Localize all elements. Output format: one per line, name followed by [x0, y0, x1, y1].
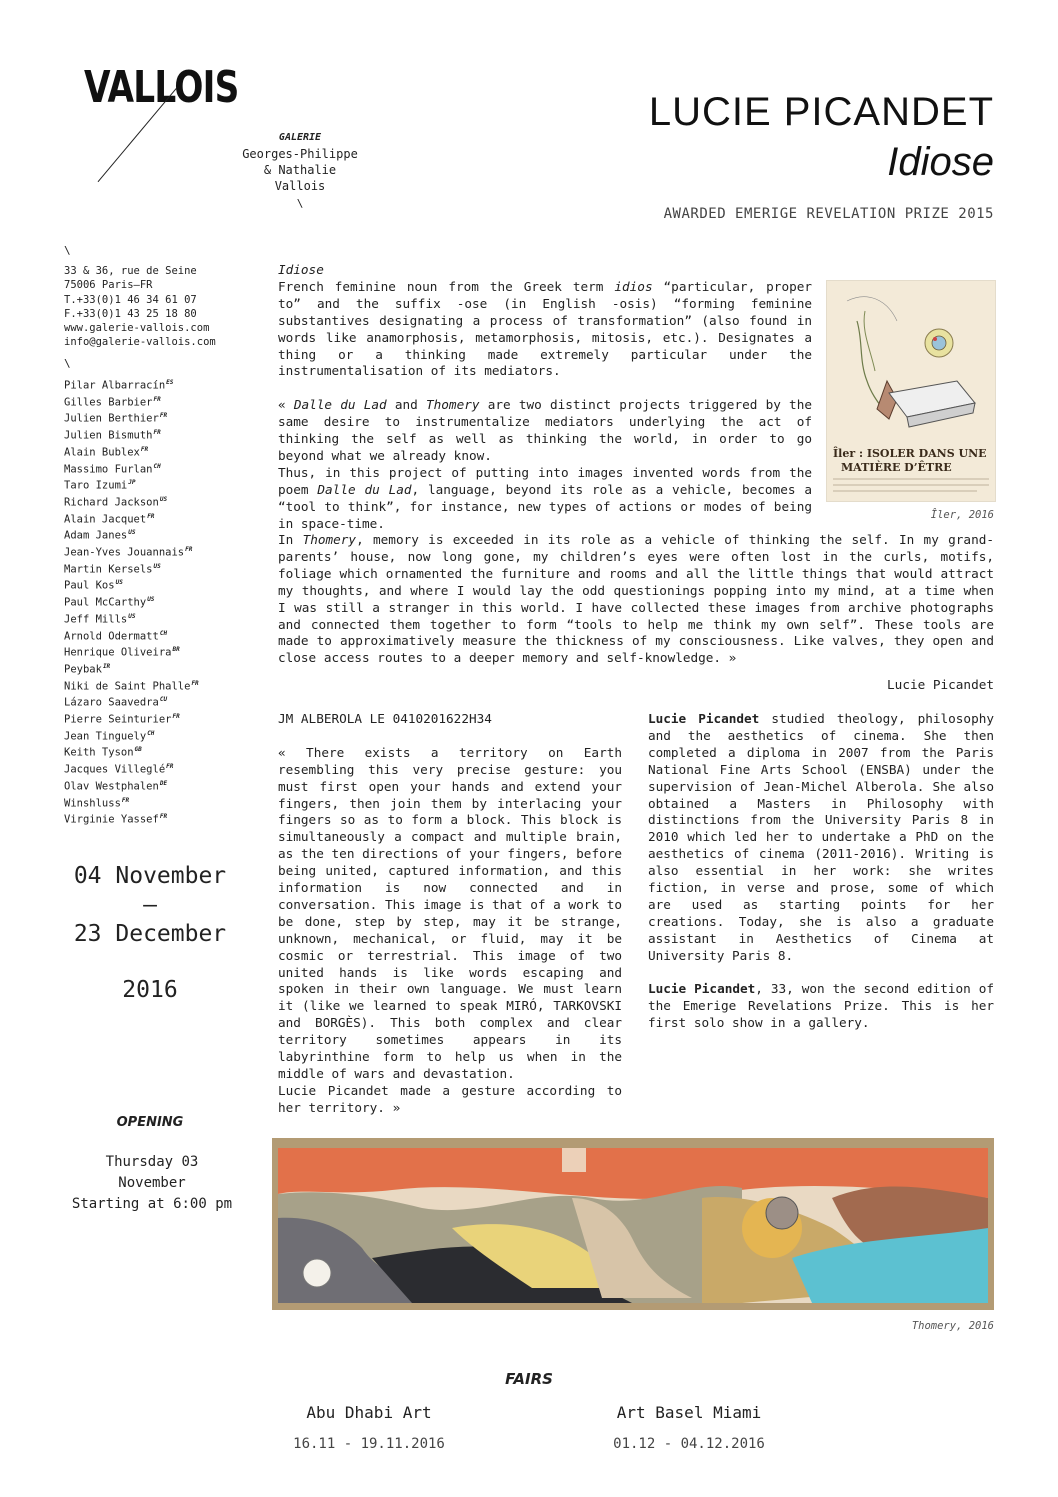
artist-name: Jean Tinguely	[64, 730, 147, 743]
bio-paragraph: Lucie Picandet studied theology, philosophy and the aesthetics of cinema. She then completed a diploma in 2007 from the Paris National Fine Arts School (ENSBA) under the supervision of Jean-Michel Alberola. She also obtained a Masters in Philosophy with distinctions from the University Paris 8 in 2010 which led her to undertake a PhD on the aesthetics of cinema (2011-2016). Writing is also essential in her work: she writes fiction, in verse and prose, some of which are used as starting points for her creations. Today, she is also a graduate assistant in Aesthetics of Cinema at University Paris 8.	[648, 711, 994, 963]
opening-day: Thursday 03	[105, 1154, 199, 1170]
artist-country: CH	[153, 462, 161, 470]
artist-list	[64, 376, 199, 827]
contact-tick: \	[64, 244, 71, 257]
artist-name: Jeff Mills	[64, 613, 128, 626]
artist-country: FR	[166, 763, 174, 771]
artist-name: Jean-Yves Jouannais	[64, 546, 185, 559]
artist-country: FR	[147, 512, 155, 520]
artist-name: Niki de Saint Phalle	[64, 680, 191, 693]
show-title: Idiose	[887, 140, 994, 184]
artist-country: FR	[159, 813, 168, 821]
alberola-heading: JM ALBEROLA LE 0410201622H34	[278, 711, 492, 726]
artist-name: LUCIE PICANDET	[648, 90, 994, 134]
artist-list-item	[64, 510, 199, 527]
artist-list-item	[64, 710, 199, 727]
artist-name: Paul McCarthy	[64, 596, 147, 609]
iler-caption: Îler, 2016	[930, 509, 994, 521]
address-line1: 33 & 36, rue de Seine	[64, 265, 197, 277]
artist-name: Martin Kersels	[64, 563, 153, 576]
fair-dates-art-basel-miami: 01.12 - 04.12.2016	[613, 1436, 765, 1452]
alberola-body: « There exists a territory on Earth resembling this very precise gesture: you must first open your hands and extend your fingers, then join them by interlacing your fingers so as to form a block. This block is simultaneously a compact and multiple brain, as the ten directions of your fingers, before being united, captured information, and this information is now connected and in conversation. This image is that of a work to be done, step by step, may it be strange, unknown, mechanical, or fluid, may it be cosmic or terrestrial. This image of two united hands is like words escaping and spoken in their own language. We must learn it (like we learned to speak MIRÓ, TARKOVSKI and BORGÈS). This both complex and clear territory sometimes appears in its labyrinthine form to help us when in the middle of wars and devastation.	[278, 744, 622, 1082]
award-line: AWARDED EMERIGE REVELATION PRIZE 2015	[663, 206, 994, 222]
thomery-paragraph: In Thomery, memory is exceeded in its role as a vehicle of thinking the self. In my grand-parents’ house, now long gone, my children’s eyes were often lost in the curls, motifs, foliage which ornamented the furniture and rooms and all the little things that would attract my thoughts, and where I would lay the odd questionings popping into my mind, at a time when I was still a stranger in this world. I have collected these images from archive photographs and connected them together to form “tools to help me think my own self”. These tools are made to approximatively measure the thickness of my consciousness. Like valves, they open and close access routes to a deeper memory and self-knowledge. »	[278, 532, 994, 666]
prize-paragraph: Lucie Picandet, 33, won the second edition of the Emerige Revelations Prize. This is her first solo show in a gallery.	[648, 981, 994, 1031]
artist-list-item	[64, 677, 199, 694]
galerie-owner-line3: Vallois	[274, 179, 326, 193]
artist-name: Henrique Oliveira	[64, 646, 172, 659]
artist-list-item	[64, 777, 199, 794]
galerie-block	[236, 130, 364, 212]
galerie-owner-line1: Georges-Philippe	[242, 147, 358, 161]
artist-country: CU	[159, 696, 168, 704]
artist-country: DE	[159, 779, 168, 787]
artist-country: US	[128, 612, 136, 620]
artist-name: Taro Izumi	[64, 479, 128, 492]
galerie-label: GALERIE	[278, 132, 322, 143]
artist-list-item	[64, 660, 199, 677]
artist-list-item	[64, 460, 199, 477]
artist-name: Massimo Furlan	[64, 463, 153, 476]
artist-list-item	[64, 743, 199, 760]
artist-name: Olav Westphalen	[64, 780, 159, 793]
artist-list-item	[64, 560, 199, 577]
contact-block	[64, 264, 216, 350]
artist-list-item	[64, 376, 199, 393]
alberola-closing: Lucie Picandet made a gesture according to her territory. »	[278, 1082, 622, 1115]
artist-country: ES	[166, 379, 174, 386]
thomery-artwork-image	[272, 1138, 994, 1310]
artist-country: FR	[185, 546, 193, 554]
fair-dates-abu-dhabi: 16.11 - 19.11.2016	[293, 1436, 445, 1452]
artist-country: CH	[159, 629, 168, 637]
dalle-paragraph: Thus, in this project of putting into images invented words from the poem Dalle du Lad, language, beyond its role as a vehicle, becomes a “tool to think”, for instance, new types of actions or modes of being in space-time.	[278, 464, 812, 531]
artist-list-item	[64, 693, 199, 710]
galerie-owner-line2: & Nathalie	[263, 163, 337, 177]
artist-name: Winshluss	[64, 797, 121, 810]
artist-country: US	[153, 562, 161, 570]
artist-country: FR	[159, 412, 168, 420]
artist-name: Lázaro Saavedra	[64, 696, 159, 709]
artist-list-item	[64, 593, 199, 610]
email-link[interactable]: info@galerie-vallois.com	[64, 336, 216, 349]
artist-country: JP	[128, 479, 136, 487]
artist-country: FR	[140, 445, 149, 453]
iler-drawing	[827, 281, 995, 501]
artist-list-item	[64, 810, 199, 827]
artist-country: US	[115, 579, 123, 587]
artist-list-item	[64, 493, 199, 510]
thomery-caption: Thomery, 2016	[911, 1320, 994, 1332]
date-year: 2016	[122, 977, 178, 1003]
artist-name: Julien Berthier	[64, 412, 159, 425]
thomery-painting	[272, 1138, 994, 1310]
iler-title-line1: Îler : ISOLER DANS UNE	[833, 447, 987, 460]
fax: F.+33(0)1 43 25 18 80	[64, 307, 197, 320]
artist-list-item	[64, 627, 199, 644]
artist-list-item	[64, 526, 199, 543]
artist-list-item	[64, 727, 199, 744]
artist-country: BR	[172, 646, 180, 654]
artist-name: Adam Janes	[64, 529, 128, 542]
artist-name: Virginie Yassef	[64, 813, 159, 826]
artist-name: Paul Kos	[64, 579, 115, 592]
fair-name-abu-dhabi: Abu Dhabi Art	[306, 1403, 432, 1422]
intro-term: Idiose	[278, 262, 324, 277]
artist-name: Pierre Seinturier	[64, 713, 172, 726]
artist-country: FR	[153, 395, 161, 403]
artist-name: Alain Jacquet	[64, 513, 147, 526]
exhibition-dates	[60, 862, 240, 1005]
quote-paragraph: « Dalle du Lad and Thomery are two distinct projects triggered by the same desire to instrumentalize mediators underlying the act of thinking the self as well as thinking the world, in order to go beyond what we already know.	[278, 397, 812, 463]
artist-country: US	[159, 495, 168, 503]
artist-country: FR	[121, 796, 130, 804]
artist-name: Alain Bublex	[64, 446, 140, 459]
artist-country: CH	[147, 729, 155, 737]
artist-list-item	[64, 409, 199, 426]
artist-country: IR	[102, 662, 111, 670]
date-end: 23 December	[73, 921, 227, 947]
artist-list-item	[64, 610, 199, 627]
phone: T.+33(0)1 46 34 61 07	[64, 293, 197, 306]
artist-list-item	[64, 443, 199, 460]
artist-list-item	[64, 426, 199, 443]
artist-list-item	[64, 643, 199, 660]
artist-list-item	[64, 760, 199, 777]
artist-name: Pilar Albarracín	[64, 379, 166, 392]
artist-country: GB	[134, 746, 142, 754]
artist-country: US	[147, 596, 155, 604]
artist-country: FR	[153, 429, 161, 437]
opening-time: Starting at 6:00 pm	[71, 1196, 233, 1212]
artist-list-item	[64, 794, 199, 811]
fair-name-art-basel-miami: Art Basel Miami	[616, 1403, 762, 1422]
artist-name: Peybak	[64, 663, 102, 676]
opening-label: OPENING	[116, 1115, 184, 1130]
fairs-label: FAIRS	[505, 1370, 553, 1388]
artists-tick: \	[64, 357, 71, 370]
definition-paragraph: French feminine noun from the Greek term idios “particular, proper to” and the suffix -ose (in English -osis) “forming feminine substantives designating a process of transformation” (also found in words like anamorphosis, metamorphosis, mitosis, etc.). Designates a thing or a thinking made extremely particular under the instrumentalisation of its mediators.	[278, 278, 812, 379]
date-start: 04 November	[73, 863, 227, 889]
website-link[interactable]: www.galerie-vallois.com	[64, 322, 210, 335]
artist-name: Richard Jackson	[64, 496, 159, 509]
iler-title-line2: MATIÈRE D’ÊTRE	[841, 461, 952, 474]
artist-list-item	[64, 543, 199, 560]
galerie-tick: \	[296, 197, 304, 210]
artist-list-item	[64, 476, 199, 493]
gallery-logo: VALLOIS	[84, 62, 239, 113]
artist-country: FR	[191, 679, 199, 687]
artist-name: Jacques Villeglé	[64, 763, 166, 776]
date-dash: —	[143, 892, 157, 918]
quote-signature: Lucie Picandet	[887, 677, 994, 692]
artist-name: Gilles Barbier	[64, 396, 153, 409]
artist-country: FR	[172, 713, 180, 721]
artist-name: Keith Tyson	[64, 746, 134, 759]
artist-list-item	[64, 393, 199, 410]
artist-name: Julien Bismuth	[64, 429, 153, 442]
intro-text	[278, 262, 812, 532]
artist-name: Arnold Odermatt	[64, 630, 159, 643]
artist-list-item	[64, 576, 199, 593]
opening-month: November	[118, 1175, 186, 1191]
address-line2: 75006 Paris—FR	[64, 279, 153, 292]
alberola-text	[278, 711, 622, 1117]
biography-text	[648, 711, 994, 1032]
opening-details	[60, 1152, 244, 1215]
iler-artwork-image	[826, 280, 996, 502]
artist-country: US	[128, 529, 136, 537]
